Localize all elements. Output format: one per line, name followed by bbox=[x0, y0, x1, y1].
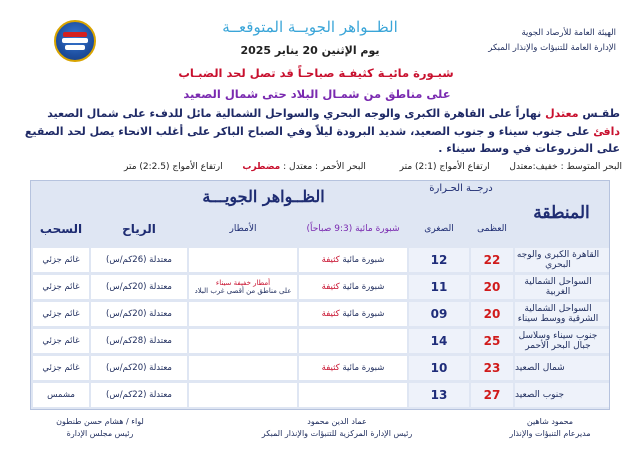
row-rain bbox=[189, 329, 297, 353]
row-max-temp: 23 bbox=[471, 356, 513, 380]
summary-part-5: على جنوب سيناء و جنوب الصعيد، شديد البرودة ليلاً وفي الصباح الباكر على أغلب الانحاء يصل لحد الصقيع على المزروعات bbox=[24, 124, 620, 155]
row-fog bbox=[299, 329, 407, 353]
row-fog bbox=[299, 302, 407, 326]
table-row bbox=[31, 247, 611, 273]
row-rain bbox=[189, 356, 297, 380]
row-region: جنوب سيناء وسلاسل جبال البحر الأحمر bbox=[515, 329, 609, 353]
row-cloud: غائم جزئي bbox=[33, 302, 89, 326]
summary-part-4: دافئ bbox=[593, 124, 620, 138]
row-region: القاهرة الكبرى والوجه البحري bbox=[515, 248, 609, 272]
row-fog bbox=[299, 248, 407, 272]
signature-right bbox=[480, 416, 620, 440]
fog-intensity: كثيفة bbox=[321, 282, 340, 292]
row-min-temp: 14 bbox=[409, 329, 469, 353]
row-wind: معتدلة (20كم/س) bbox=[91, 275, 187, 299]
row-wind: معتدلة (20كم/س) bbox=[91, 302, 187, 326]
row-cloud: غائم جزئي bbox=[33, 356, 89, 380]
row-max-temp: 22 bbox=[471, 248, 513, 272]
region-header: المنطقة bbox=[533, 203, 590, 223]
row-min-temp: 10 bbox=[409, 356, 469, 380]
fog-warning-line-2: على مناطق من شمـال البلاد حتى شمال الصعيد bbox=[183, 87, 451, 101]
signer-name: عماد الدين محمود bbox=[307, 417, 367, 426]
table-row bbox=[31, 355, 611, 381]
row-wind: معتدلة (26كم/س) bbox=[91, 248, 187, 272]
signer-title: رئيس الإدارة المركزية للتنبؤات والإنذار المبكر bbox=[261, 429, 413, 438]
fog-warning-line-1: شبـورة مائيـة كثيفـة صباحـاً قد تصل لحد الضبـاب bbox=[178, 66, 454, 80]
summary-part-3: نهاراً على القاهرة الكبرى والوجه البحري والسواحل الشمالية مائل للدفء على شمال الصعيد bbox=[47, 107, 542, 120]
rain-header: الأمطار bbox=[229, 223, 257, 234]
org-line-2: الإدارة العامة للتنبؤات والإنذار المبكر bbox=[488, 43, 616, 53]
row-rain bbox=[189, 248, 297, 272]
wind-header: الرياح bbox=[122, 221, 156, 236]
summary-part-6: في وسط سيناء . bbox=[438, 142, 532, 155]
table-row bbox=[31, 274, 611, 300]
row-rain bbox=[189, 275, 297, 299]
row-cloud: غائم جزئي bbox=[33, 275, 89, 299]
row-wind: معتدلة (20كم/س) bbox=[91, 356, 187, 380]
fog-intensity: كثيفة bbox=[321, 255, 340, 265]
row-max-temp: 27 bbox=[471, 383, 513, 407]
row-min-temp: 13 bbox=[409, 383, 469, 407]
organization-name bbox=[448, 26, 616, 56]
rain-area: على مناطق من أقصى غرب البلاد bbox=[194, 287, 292, 295]
row-fog bbox=[299, 383, 407, 407]
cloud-header: السحب bbox=[39, 221, 83, 236]
fog-intensity: كثيفة bbox=[321, 363, 340, 373]
forecast-table bbox=[30, 180, 610, 410]
row-rain bbox=[189, 302, 297, 326]
signer-name: محمود شاهين bbox=[526, 417, 574, 426]
min-temp-header: الصغرى bbox=[424, 223, 454, 234]
row-max-temp: 25 bbox=[471, 329, 513, 353]
row-rain bbox=[189, 383, 297, 407]
table-row bbox=[31, 301, 611, 327]
row-region: السواحل الشمالية الشرقية ووسط سيناء bbox=[515, 302, 609, 326]
signer-title: رئيس مجلس الإدارة bbox=[66, 429, 134, 438]
row-min-temp: 12 bbox=[409, 248, 469, 272]
row-cloud: غائم جزئي bbox=[33, 248, 89, 272]
fog-text: شبورة مائية bbox=[342, 255, 385, 265]
summary-part-1: طقـس bbox=[582, 107, 620, 120]
phenomena-header: الظــواهر الجويـــة bbox=[202, 186, 325, 206]
ema-logo-icon bbox=[54, 20, 96, 62]
rain-text: أمطار خفيفة سيناء bbox=[215, 278, 271, 287]
row-wind: معتدلة (28كم/س) bbox=[91, 329, 187, 353]
row-cloud: مشمس bbox=[33, 383, 89, 407]
red-sea-state: مضطرب bbox=[242, 162, 281, 172]
row-min-temp: 11 bbox=[409, 275, 469, 299]
med-sea-waves: ارتفاع الأمواج (2:1) متر bbox=[399, 162, 490, 172]
signature-left bbox=[20, 416, 180, 440]
fog-text: شبورة مائية bbox=[342, 363, 385, 373]
sea-conditions bbox=[24, 160, 622, 174]
temperature-header: درجــة الحـرارة bbox=[429, 183, 493, 194]
fog-text: شبورة مائية bbox=[342, 309, 385, 319]
max-temp-header: العظمى bbox=[477, 223, 507, 234]
row-region: شمال الصعيد bbox=[515, 356, 609, 380]
fog-header: شبورة مائية (9:3 صباحاً) bbox=[306, 223, 400, 234]
fog-intensity: كثيفة bbox=[321, 309, 340, 319]
signer-title: مديرعام التنبؤات والإنذار bbox=[509, 429, 591, 438]
row-fog bbox=[299, 356, 407, 380]
row-max-temp: 20 bbox=[471, 275, 513, 299]
red-sea-label: البحر الأحمر : معتدل : bbox=[283, 162, 366, 172]
page-title: الظــواهر الجويــة المتوقعــة bbox=[222, 18, 398, 36]
summary-part-2: معتدل bbox=[545, 107, 579, 120]
weather-summary bbox=[20, 105, 620, 158]
org-line-1: الهيئة العامة للأرصاد الجوية bbox=[521, 28, 616, 38]
red-sea-waves: ارتفاع الأمواج (2:2.5) متر bbox=[124, 162, 223, 172]
signer-name: لواء / هشام حسن طنطون bbox=[56, 417, 144, 426]
row-fog bbox=[299, 275, 407, 299]
table-row bbox=[31, 382, 611, 408]
row-region: السواحل الشمالية الغربية bbox=[515, 275, 609, 299]
row-min-temp: 09 bbox=[409, 302, 469, 326]
row-wind: معتدلة (22كم/س) bbox=[91, 383, 187, 407]
fog-text: شبورة مائية bbox=[342, 282, 385, 292]
row-cloud: غائم جزئي bbox=[33, 329, 89, 353]
signature-center bbox=[232, 416, 442, 440]
forecast-date: يوم الإثنين 20 يناير 2025 bbox=[240, 44, 380, 57]
row-region: جنوب الصعيد bbox=[515, 383, 609, 407]
table-row bbox=[31, 328, 611, 354]
med-sea-label: البحر المتوسط : خفيف:معتدل bbox=[509, 162, 622, 172]
row-max-temp: 20 bbox=[471, 302, 513, 326]
